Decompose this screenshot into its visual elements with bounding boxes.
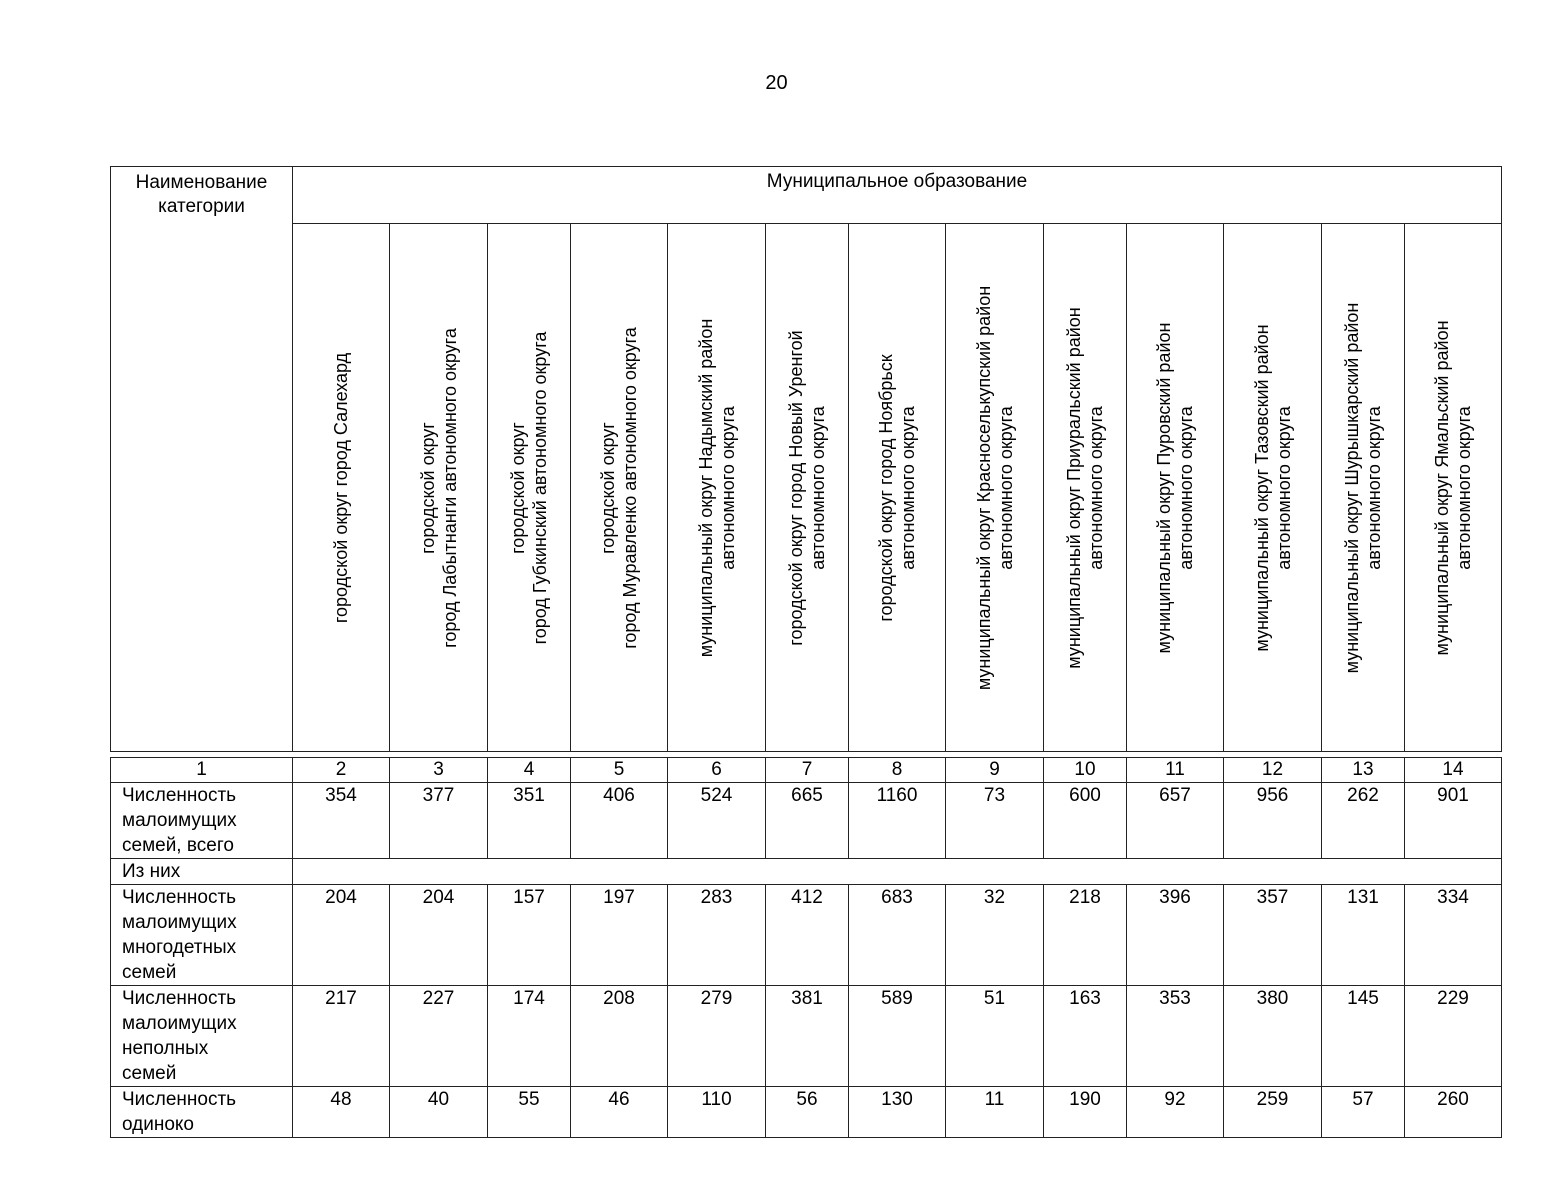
table-cell: 131: [1322, 885, 1405, 986]
column-title-line: муниципальный округ Ямальский район: [1432, 319, 1453, 656]
column-number: 13: [1322, 758, 1405, 783]
column-title-line: муниципальный округ Шурышкарский район: [1342, 302, 1362, 673]
column-number: 10: [1044, 758, 1127, 783]
row-label-line: семей: [122, 1063, 177, 1084]
column-title-line: автономного округа: [808, 405, 828, 570]
table-cell: 55: [488, 1087, 571, 1138]
column-number: 5: [571, 758, 668, 783]
table-cell: 377: [390, 783, 488, 859]
table-cell: 11: [946, 1087, 1044, 1138]
table-cell: 208: [571, 986, 668, 1087]
table-cell: 260: [1405, 1087, 1502, 1138]
column-title-line: автономного округа: [1273, 405, 1294, 570]
column-title-8: [849, 224, 946, 752]
table-cell: 406: [571, 783, 668, 859]
column-number: 4: [488, 758, 571, 783]
table-cell: 381: [766, 986, 849, 1087]
row-label-line: Численность: [122, 887, 237, 908]
table-cell: 73: [946, 783, 1044, 859]
table-cell: 354: [293, 783, 390, 859]
column-title-line: муниципальный округ Тазовский район: [1251, 323, 1272, 652]
column-title-line: автономного округа: [1364, 405, 1384, 570]
column-title-line: муниципальный округ Пуровский район: [1154, 322, 1174, 653]
column-title-text: [875, 354, 919, 621]
table-cell: 46: [571, 1087, 668, 1138]
column-title-5: [571, 224, 668, 752]
table-row: [111, 986, 1502, 1087]
row-label-line: малоимущих: [122, 810, 237, 831]
column-title-text: [1251, 324, 1295, 651]
table-cell: 279: [668, 986, 766, 1087]
table-cell: 145: [1322, 986, 1405, 1087]
column-title-line: автономного округа: [1176, 405, 1196, 570]
table-cell: 110: [668, 1087, 766, 1138]
column-title-6: [668, 224, 766, 752]
table-cell: 901: [1405, 783, 1502, 859]
column-title-line: муниципальный округ Приуральский район: [1064, 306, 1084, 669]
table-cell: 351: [488, 783, 571, 859]
table-cell: 40: [390, 1087, 488, 1138]
column-number: 8: [849, 758, 946, 783]
table-cell: 683: [849, 885, 946, 986]
column-title-10: [1044, 224, 1127, 752]
column-title-line: город Лабытнанги автономного округа: [439, 327, 460, 648]
table-cell: 283: [668, 885, 766, 986]
column-title-line: городской округ город Новый Уренгой: [786, 329, 806, 646]
table-cell: 380: [1224, 986, 1322, 1087]
column-number: 11: [1127, 758, 1224, 783]
table-cell: 163: [1044, 986, 1127, 1087]
column-number: 3: [390, 758, 488, 783]
row-label-line: семей, всего: [122, 835, 234, 856]
table-cell: 334: [1405, 885, 1502, 986]
table-cell: 51: [946, 986, 1044, 1087]
column-title-3: [390, 224, 488, 752]
column-title-12: [1224, 224, 1322, 752]
column-title-line: городской округ: [508, 421, 528, 554]
table-cell: 259: [1224, 1087, 1322, 1138]
column-number: 14: [1405, 758, 1502, 783]
column-title-text: [973, 285, 1017, 689]
column-titles-row: [111, 224, 1502, 752]
table-cell: 665: [766, 783, 849, 859]
column-title-text: [695, 318, 739, 657]
row-label-line: Численность: [122, 1089, 237, 1110]
column-title-line: городской округ город Салехард: [331, 352, 351, 623]
table-row: [111, 1087, 1502, 1138]
data-table: [110, 757, 1502, 1138]
table-cell: 600: [1044, 783, 1127, 859]
table-cell: 48: [293, 1087, 390, 1138]
table-cell: 229: [1405, 986, 1502, 1087]
table-cell: 190: [1044, 1087, 1127, 1138]
column-title-text: [597, 327, 641, 649]
table-cell: 217: [293, 986, 390, 1087]
row-label: [111, 885, 293, 986]
table-cell: 524: [668, 783, 766, 859]
header-table: [110, 166, 1502, 752]
row-label-line: многодетных: [122, 937, 237, 958]
row-label-line: малоимущих: [122, 912, 237, 933]
table-cell: 92: [1127, 1087, 1224, 1138]
municipal-header: Муниципальное образование: [293, 167, 1502, 224]
column-title-text: [330, 352, 352, 622]
column-title-line: город Муравленко автономного округа: [620, 326, 640, 649]
column-title-text: [785, 330, 829, 645]
column-title-line: городской округ город Ноябрьск: [876, 353, 896, 622]
table-cell: 657: [1127, 783, 1224, 859]
table-cell: 174: [488, 986, 571, 1087]
table-cell: 396: [1127, 885, 1224, 986]
table-cell: 204: [390, 885, 488, 986]
subheader-label: Из них: [111, 859, 293, 885]
column-number: 1: [111, 758, 293, 783]
column-title-4: [488, 224, 571, 752]
row-label: [111, 1087, 293, 1138]
table-cell: 218: [1044, 885, 1127, 986]
category-header: Наименование категории: [111, 167, 293, 752]
table-row: [111, 783, 1502, 859]
column-title-14: [1405, 224, 1502, 752]
column-title-line: муниципальный округ Надымский район: [695, 318, 716, 657]
column-title-9: [946, 224, 1044, 752]
table-cell: 1160: [849, 783, 946, 859]
column-title-line: автономного округа: [717, 405, 738, 570]
table-cell: 357: [1224, 885, 1322, 986]
subheader-row: [111, 859, 1502, 885]
column-title-line: автономного округа: [995, 405, 1016, 570]
column-title-7: [766, 224, 849, 752]
column-title-line: город Губкинский автономного округа: [530, 331, 550, 644]
column-title-line: автономного округа: [1086, 405, 1106, 570]
table-cell: 32: [946, 885, 1044, 986]
table-cell: 157: [488, 885, 571, 986]
table-cell: 57: [1322, 1087, 1405, 1138]
table-cell: 227: [390, 986, 488, 1087]
column-title-text: [1153, 322, 1197, 653]
column-title-text: [1063, 307, 1107, 669]
column-title-11: [1127, 224, 1224, 752]
row-label-line: семей: [122, 962, 177, 983]
column-title-2: [293, 224, 390, 752]
column-title-text: [417, 328, 461, 648]
table-cell: 412: [766, 885, 849, 986]
column-title-line: городской округ: [598, 421, 618, 554]
row-label: [111, 986, 293, 1087]
column-title-line: автономного округа: [898, 405, 918, 570]
column-number: 2: [293, 758, 390, 783]
column-title-line: городской округ: [417, 421, 438, 554]
column-number: 6: [668, 758, 766, 783]
column-number: 12: [1224, 758, 1322, 783]
table-cell: 197: [571, 885, 668, 986]
row-label-line: неполных: [122, 1038, 209, 1059]
row-label-line: Численность: [122, 785, 237, 806]
column-numbers-row: [111, 758, 1502, 783]
column-title-line: автономного округа: [1454, 405, 1475, 570]
row-label-line: Численность: [122, 988, 237, 1009]
column-title-text: [1341, 302, 1385, 673]
row-label: [111, 783, 293, 859]
column-title-text: [507, 331, 551, 644]
column-title-text: [1431, 320, 1475, 655]
column-number: 7: [766, 758, 849, 783]
subheader-blank: [293, 859, 1502, 885]
table-cell: 353: [1127, 986, 1224, 1087]
page-number: 20: [765, 72, 788, 94]
table-row: [111, 885, 1502, 986]
table-cell: 204: [293, 885, 390, 986]
table-cell: 589: [849, 986, 946, 1087]
row-label-line: одиноко: [122, 1114, 195, 1135]
column-number: 9: [946, 758, 1044, 783]
table-cell: 130: [849, 1087, 946, 1138]
row-label-line: малоимущих: [122, 1013, 237, 1034]
table-cell: 262: [1322, 783, 1405, 859]
column-title-13: [1322, 224, 1405, 752]
table-cell: 956: [1224, 783, 1322, 859]
table-cell: 56: [766, 1087, 849, 1138]
column-title-line: муниципальный округ Красноселькупский район: [973, 285, 994, 690]
